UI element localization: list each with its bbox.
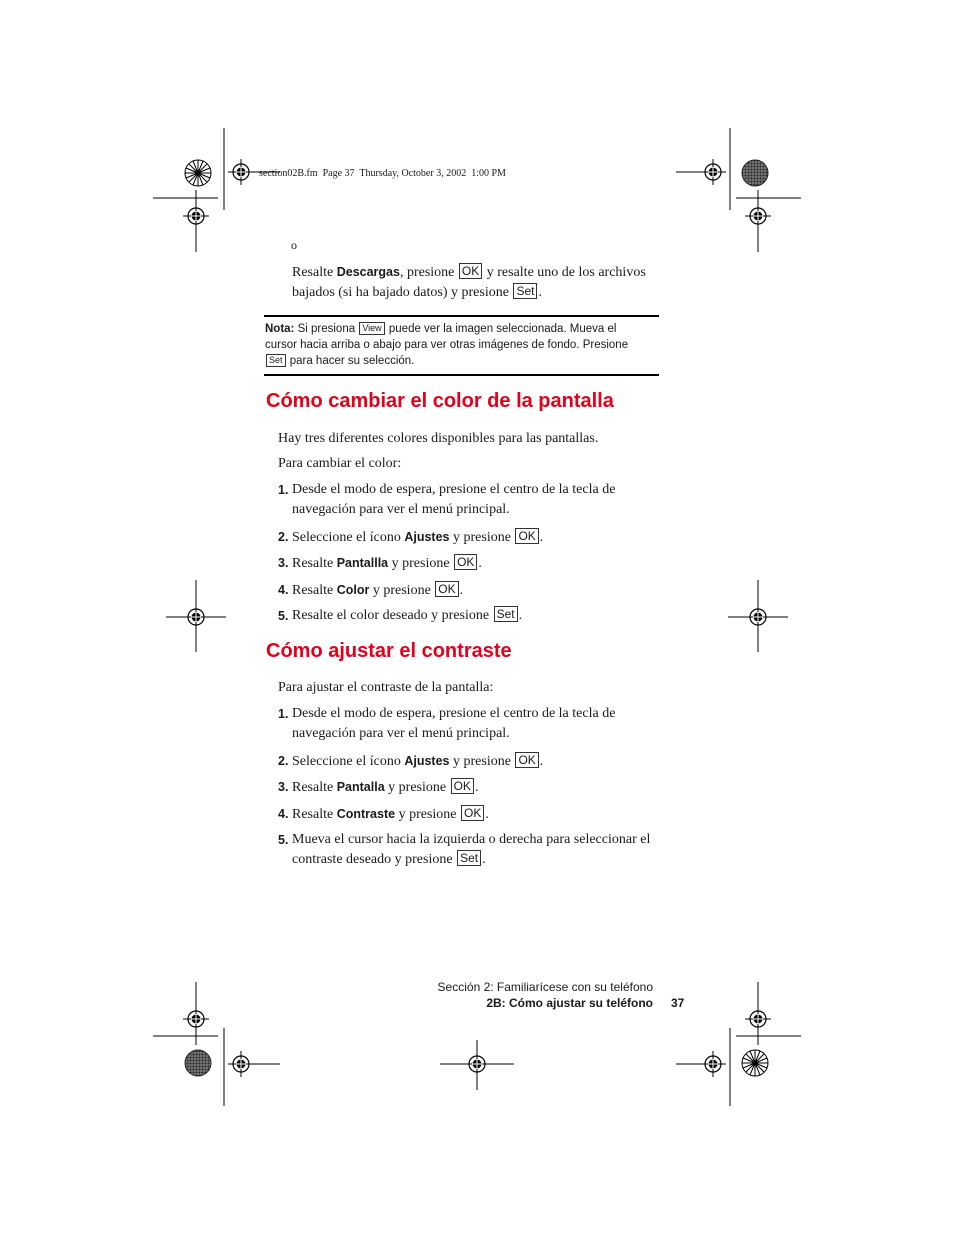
step-text: Seleccione el ícono [292, 530, 405, 545]
note-text-2: puede ver la imagen seleccionada. Mueva el cursor hacia arriba o abajo para ver otras imágenes de fondo. Presione [265, 323, 629, 351]
intro-bold-term: Descargas [336, 265, 400, 279]
print-header: section02B.fm Page 37 Thursday, October 3, 2002 1:00 PM [259, 168, 506, 179]
step-text: y presione [449, 530, 515, 545]
step-text: Resalte [292, 780, 337, 795]
step-text: . [485, 807, 489, 822]
page-number: 37 [671, 996, 685, 1010]
step-text: Resalte [292, 807, 337, 822]
step-text: Resalte [292, 556, 337, 571]
note-bottom-rule [264, 374, 659, 376]
list-item [278, 830, 668, 870]
step-number: 4. [278, 583, 289, 597]
ok-key-icon: OK [459, 263, 482, 279]
ok-key-icon: OK [461, 805, 484, 821]
step-number: 5. [278, 833, 289, 847]
step-text: . [478, 556, 482, 571]
ok-key-icon: OK [515, 752, 538, 768]
note-box [265, 321, 651, 369]
menu-term: Pantalla [336, 780, 385, 794]
intro-text-mid1: , presione [399, 265, 458, 280]
note-text-1: Si presiona [294, 323, 359, 335]
step-number: 2. [278, 754, 289, 768]
set-key-icon: Set [266, 354, 286, 367]
intro-paragraph [292, 262, 664, 303]
list-item [278, 777, 668, 798]
menu-term: Ajustes [404, 754, 450, 768]
section1-para1: Hay tres diferentes colores disponibles para las pantallas. [278, 431, 599, 446]
step-number: 1. [278, 707, 289, 721]
ok-key-icon: OK [515, 528, 538, 544]
list-item [278, 751, 668, 772]
step-text: Mueva el cursor hacia la izquierda o derecha para seleccionar el contraste deseado y presione [292, 832, 651, 867]
ok-key-icon: OK [454, 554, 477, 570]
list-item [278, 480, 668, 520]
menu-term: Contraste [336, 807, 396, 821]
step-text: y presione [388, 556, 454, 571]
step-text: y presione [384, 780, 450, 795]
step-text: Resalte el color deseado y presione [292, 608, 493, 623]
step-text: Desde el modo de espera, presione el centro de la tecla de navegación para ver el menú principal. [292, 706, 616, 741]
step-text: . [539, 754, 544, 769]
list-item [278, 606, 668, 626]
step-text: . [539, 530, 544, 545]
section-heading-contrast: Cómo ajustar el contraste [266, 640, 512, 662]
ok-key-icon: OK [435, 581, 458, 597]
note-top-rule [264, 315, 659, 317]
step-number: 2. [278, 530, 289, 544]
footer-chapter-title: 2B: Cómo ajustar su teléfono [486, 996, 653, 1010]
note-text-3: para hacer su selección. [286, 355, 415, 367]
step-text: Seleccione el ícono [292, 754, 405, 769]
step-text: y presione [395, 807, 460, 822]
note-label: Nota: [265, 323, 295, 335]
step-number: 1. [278, 483, 289, 497]
step-text: Desde el modo de espera, presione el centro de la tecla de navegación para ver el menú principal. [292, 482, 616, 517]
menu-term: Color [336, 583, 370, 597]
step-text: y presione [369, 583, 435, 598]
list-item [278, 553, 668, 574]
set-key-icon: Set [494, 606, 518, 622]
ok-key-icon: OK [451, 778, 474, 794]
step-text: Resalte [292, 583, 337, 598]
step-text: . [518, 608, 523, 623]
section-heading-color: Cómo cambiar el color de la pantalla [266, 390, 614, 412]
intro-text-mid2: y resalte uno de los archivos bajados (si ha bajado datos) y presione [292, 265, 646, 300]
list-item [278, 580, 668, 601]
intro-text-end: . [538, 285, 542, 300]
section2-para1: Para ajustar el contraste de la pantalla: [278, 680, 494, 695]
step-number: 5. [278, 609, 289, 623]
section1-para2: Para cambiar el color: [278, 456, 402, 471]
step-text: . [482, 852, 486, 867]
step-number: 4. [278, 807, 289, 821]
step-number: 3. [278, 556, 289, 570]
list-item [278, 804, 668, 825]
step-number: 3. [278, 780, 289, 794]
step-text: . [474, 780, 479, 795]
menu-term: Ajustes [404, 530, 450, 544]
list-item [278, 527, 668, 548]
step-text: y presione [449, 754, 515, 769]
set-key-icon: Set [513, 283, 537, 299]
footer-section-title: Sección 2: Familiarícese con su teléfono [437, 980, 653, 994]
view-key-icon: View [359, 322, 384, 335]
intro-text-prefix: Resalte [292, 265, 337, 280]
list-item [278, 704, 668, 744]
set-key-icon: Set [457, 850, 481, 866]
menu-term: Pantallla [336, 556, 389, 570]
stray-character: o [291, 238, 297, 252]
step-text: . [459, 583, 464, 598]
